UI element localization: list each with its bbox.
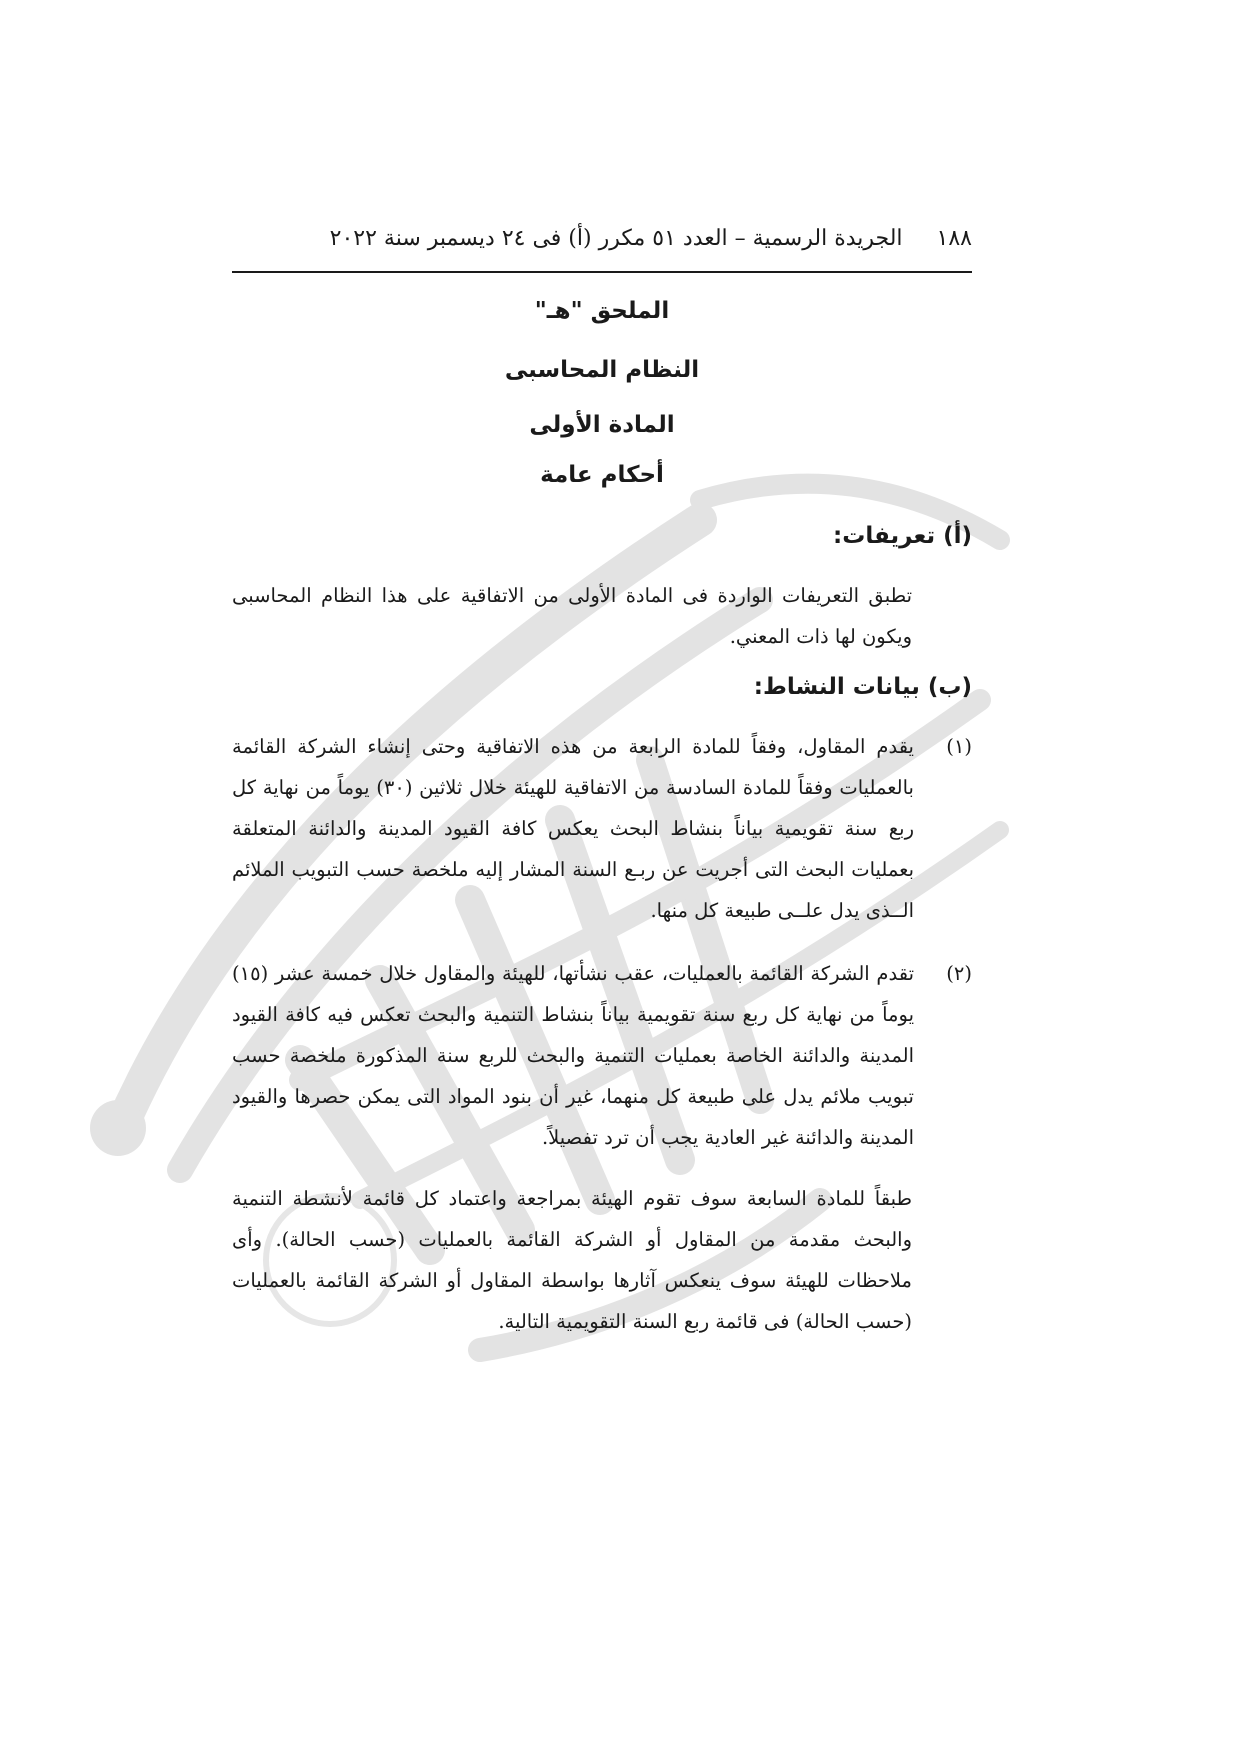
annex-title: الملحق "هـ"	[534, 298, 670, 324]
header-divider	[232, 271, 972, 273]
item-text: تقدم الشركة القائمة بالعمليات، عقب نشأتها، للهيئة والمقاول خلال خمسة عشر (١٥) يوماً من نهاية كل ربع سنة تقويمية بياناً بنشاط التنمية والبحث تعكس فيه كافة القيود المدينة والدائنة الخاصة بعمليات التنمية والبحث للربع سنة المذكورة ملخصة حسب تبويب ملائم يدل على طبيعة كل منهما، غير أن بنود المواد التى يمكن حصرها والقيود المدينة والدائنة غير العادية يجب أن ترد تفصيلاً.	[232, 962, 914, 1149]
page-number: ١٨٨	[936, 226, 972, 251]
item-number: (٢)	[946, 962, 972, 985]
publication-line: الجريدة الرسمية – العدد ٥١ مكرر (أ) فى ٢٤ ديسمبر سنة ٢٠٢٢	[329, 226, 903, 251]
general-provisions-title: أحكام عامة	[540, 462, 664, 488]
section-b-heading: (ب) بيانات النشاط:	[753, 674, 972, 700]
item-text: يقدم المقاول، وفقاً للمادة الرابعة من هذه الاتفاقية وحتى إنشاء الشركة القائمة بالعمليات وفقاً للمادة السادسة من الاتفاقية للهيئة خلال ثلاثين (٣٠) يوماً من نهاية كل ربع سنة تقويمية بياناً بنشاط البحث يعكس كافة القيود المدينة والدائنة المتعلقة بعمليات البحث التى أجريت عن ربـع السنة المشار إليه ملخصة حسب التبويب الملائم الــذى يدل علــى طبيعة كل منها.	[232, 735, 914, 922]
system-title: النظام المحاسبى	[504, 357, 700, 383]
list-item	[232, 726, 972, 931]
item-number: (١)	[946, 735, 972, 758]
article-title: المادة الأولى	[529, 412, 675, 438]
list-item	[232, 953, 972, 1158]
page-header	[232, 226, 972, 251]
closing-paragraph: طبقاً للمادة السابعة سوف تقوم الهيئة بمراجعة واعتماد كل قائمة لأنشطة التنمية والبحث مقدمة من المقاول أو الشركة القائمة بالعمليات (حسب الحالة). وأى ملاحظات للهيئة سوف ينعكس آثارها بواسطة المقاول أو الشركة القائمة بالعمليات (حسب الحالة) فى قائمة ربع السنة التقويمية التالية.	[232, 1187, 912, 1333]
section-a-heading: (أ) تعريفات:	[833, 523, 972, 549]
section-a-paragraph: تطبق التعريفات الواردة فى المادة الأولى من الاتفاقية على هذا النظام المحاسبى ويكون لها ذات المعني.	[232, 584, 912, 648]
